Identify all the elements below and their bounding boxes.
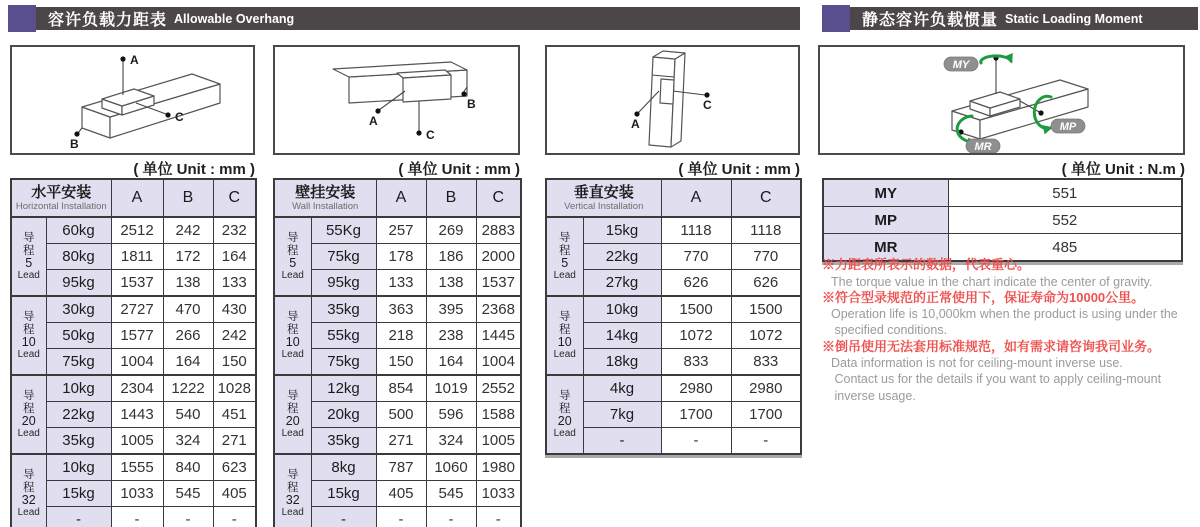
value-cell: 2552: [476, 375, 521, 402]
point-a-marker: [634, 111, 639, 116]
load-cell: 20kg: [311, 402, 376, 428]
table-row: [546, 428, 801, 455]
value-cell: 770: [661, 244, 731, 270]
value-cell: 2000: [476, 244, 521, 270]
value-cell: 138: [426, 270, 476, 297]
table-wall-installation: [273, 178, 522, 527]
lead-group-label: 导 程 5 Lead: [546, 217, 583, 296]
value-cell: 242: [163, 217, 213, 244]
value-cell: 150: [213, 349, 256, 376]
table-row: [546, 296, 801, 323]
value-cell: 1072: [661, 323, 731, 349]
value-cell: 1005: [111, 428, 163, 455]
mp-badge: [1051, 119, 1085, 133]
load-cell: -: [46, 507, 111, 527]
table-row: [11, 349, 256, 376]
value-cell: 545: [426, 481, 476, 507]
moment-actuator-drawing: [820, 47, 1183, 153]
table-row: [274, 270, 521, 297]
note-en: Data information is not for ceiling-mount inverse use.: [831, 356, 1123, 371]
value-cell: 2368: [476, 296, 521, 323]
load-cell: 27kg: [583, 270, 661, 297]
value-cell: 1005: [476, 428, 521, 455]
moment-value: 552: [948, 207, 1182, 234]
lead-group-label: 导 程 20 Lead: [274, 375, 311, 454]
load-cell: 10kg: [46, 375, 111, 402]
value-cell: 269: [426, 217, 476, 244]
diagram-wall-installation: [273, 45, 520, 155]
value-cell: 324: [426, 428, 476, 455]
value-cell: 1700: [731, 402, 801, 428]
value-cell: 133: [213, 270, 256, 297]
load-cell: 10kg: [46, 454, 111, 481]
value-cell: 242: [213, 323, 256, 349]
value-cell: 172: [163, 244, 213, 270]
load-cell: 55Kg: [311, 217, 376, 244]
moment-row: [823, 179, 1182, 207]
value-cell: 150: [376, 349, 426, 376]
load-cell: 15kg: [583, 217, 661, 244]
table-row: [546, 402, 801, 428]
load-cell: 12kg: [311, 375, 376, 402]
lead-group-label: 导 程 32 Lead: [11, 454, 46, 527]
value-cell: 430: [213, 296, 256, 323]
moment-row: [823, 207, 1182, 234]
mp-badge-label: MP: [1059, 121, 1077, 133]
lead-group-label: 导 程 20 Lead: [546, 375, 583, 454]
value-cell: 626: [661, 270, 731, 297]
table-row: [11, 454, 256, 481]
table-row: [274, 375, 521, 402]
moment-label: MR: [823, 234, 948, 262]
load-cell: 95kg: [46, 270, 111, 297]
unit-label-mm: ( 单位 Unit : mm ): [133, 161, 255, 178]
point-b-label: B: [70, 137, 79, 151]
section-title-zh: 容许负载力距表: [48, 12, 168, 29]
diagram-vertical-installation: [545, 45, 800, 155]
table-title-wall: 壁挂安装 Wall Installation: [274, 179, 376, 217]
value-cell: 1500: [731, 296, 801, 323]
value-cell: 840: [163, 454, 213, 481]
value-cell: 2727: [111, 296, 163, 323]
lead-group-label: 导 程 20 Lead: [11, 375, 46, 454]
table-horizontal-installation: [10, 178, 257, 527]
value-cell: 405: [213, 481, 256, 507]
section-title-en: Static Loading Moment: [1005, 11, 1143, 26]
lead-group-label: 导 程 5 Lead: [274, 217, 311, 296]
value-cell: 1700: [661, 402, 731, 428]
value-cell: 1500: [661, 296, 731, 323]
load-cell: -: [311, 507, 376, 527]
notes: [822, 257, 1200, 404]
table-row: [11, 217, 256, 244]
table-row: [274, 507, 521, 527]
moment-value: 551: [948, 179, 1182, 207]
table-row: [274, 323, 521, 349]
value-cell: -: [661, 428, 731, 455]
value-cell: 1033: [476, 481, 521, 507]
column-header-c: C: [476, 179, 521, 217]
spec-table-vertical: [545, 178, 802, 455]
section-header-static-loading-moment: [822, 7, 1198, 30]
table-row: [546, 349, 801, 376]
value-cell: 1537: [476, 270, 521, 297]
unit-label-nm: ( 单位 Unit : N.m ): [1061, 161, 1185, 178]
point-b-label: B: [467, 97, 476, 111]
point-a-marker: [120, 56, 125, 61]
value-cell: 1004: [111, 349, 163, 376]
value-cell: 623: [213, 454, 256, 481]
value-cell: 164: [426, 349, 476, 376]
table-row: [274, 349, 521, 376]
value-cell: 1060: [426, 454, 476, 481]
point-c-marker: [704, 92, 709, 97]
value-cell: -: [426, 507, 476, 527]
load-cell: 22kg: [46, 402, 111, 428]
value-cell: 545: [163, 481, 213, 507]
table-row: [11, 402, 256, 428]
value-cell: 451: [213, 402, 256, 428]
load-cell: 95kg: [311, 270, 376, 297]
value-cell: -: [476, 507, 521, 527]
value-cell: 232: [213, 217, 256, 244]
value-cell: 770: [731, 244, 801, 270]
lead-group-label: 导 程 10 Lead: [546, 296, 583, 375]
value-cell: 787: [376, 454, 426, 481]
load-cell: 75kg: [311, 349, 376, 376]
value-cell: 186: [426, 244, 476, 270]
value-cell: 1072: [731, 323, 801, 349]
point-c-label: C: [426, 128, 435, 142]
value-cell: -: [111, 507, 163, 527]
table-row: [274, 481, 521, 507]
my-badge: [944, 57, 978, 71]
value-cell: 833: [731, 349, 801, 376]
table-title-horizontal: 水平安装 Horizontal Installation: [11, 179, 111, 217]
moment-value: 485: [948, 234, 1182, 262]
value-cell: 540: [163, 402, 213, 428]
my-badge-label: MY: [952, 59, 970, 71]
load-cell: 75kg: [46, 349, 111, 376]
point-a-marker: [375, 108, 380, 113]
unit-label-mm: ( 单位 Unit : mm ): [678, 161, 800, 178]
point-b-marker: [74, 131, 79, 136]
value-cell: 1118: [731, 217, 801, 244]
point-a-label: A: [130, 53, 139, 67]
value-cell: 395: [426, 296, 476, 323]
value-cell: 2883: [476, 217, 521, 244]
section-title-zh: 静态容许负载惯量: [862, 12, 999, 29]
value-cell: 363: [376, 296, 426, 323]
load-cell: 4kg: [583, 375, 661, 402]
table-row: [11, 270, 256, 297]
load-cell: 14kg: [583, 323, 661, 349]
value-cell: 1577: [111, 323, 163, 349]
table-row: [274, 428, 521, 455]
load-cell: 50kg: [46, 323, 111, 349]
value-cell: 833: [661, 349, 731, 376]
note-en: Contact us for the details if you want to apply ceiling-mount: [831, 372, 1162, 387]
value-cell: 470: [163, 296, 213, 323]
value-cell: 164: [213, 244, 256, 270]
table-row: [274, 296, 521, 323]
horizontal-actuator-drawing: [12, 47, 253, 153]
table-row: [11, 481, 256, 507]
table-row: [274, 217, 521, 244]
point-c-marker: [416, 130, 421, 135]
load-cell: 55kg: [311, 323, 376, 349]
load-cell: -: [583, 428, 661, 455]
value-cell: 138: [163, 270, 213, 297]
value-cell: 178: [376, 244, 426, 270]
note-en: Operation life is 10,000km when the product is using under the: [831, 307, 1178, 322]
value-cell: 1222: [163, 375, 213, 402]
value-cell: 164: [163, 349, 213, 376]
section-title-en: Allowable Overhang: [174, 11, 295, 26]
load-cell: 22kg: [583, 244, 661, 270]
point-a-label: A: [631, 117, 640, 131]
lead-group-label: 导 程 32 Lead: [274, 454, 311, 527]
value-cell: 1537: [111, 270, 163, 297]
note-en: The torque value in the chart indicate the center of gravity.: [831, 274, 1153, 289]
value-cell: 2980: [661, 375, 731, 402]
table-title-vertical: 垂直安装 Vertical Installation: [546, 179, 661, 217]
value-cell: 500: [376, 402, 426, 428]
table-row: [11, 507, 256, 527]
value-cell: 266: [163, 323, 213, 349]
value-cell: 133: [376, 270, 426, 297]
value-cell: 1004: [476, 349, 521, 376]
load-cell: 18kg: [583, 349, 661, 376]
unit-label-mm: ( 单位 Unit : mm ): [398, 161, 520, 178]
value-cell: 405: [376, 481, 426, 507]
mr-badge: [966, 139, 1000, 153]
value-cell: 1588: [476, 402, 521, 428]
value-cell: -: [376, 507, 426, 527]
diagram-static-loading-moment: [818, 45, 1185, 155]
column-header-a: A: [376, 179, 426, 217]
value-cell: 596: [426, 402, 476, 428]
table-row: [274, 244, 521, 270]
value-cell: 626: [731, 270, 801, 297]
load-cell: 30kg: [46, 296, 111, 323]
column-header-a: A: [111, 179, 163, 217]
value-cell: -: [163, 507, 213, 527]
value-cell: 271: [213, 428, 256, 455]
value-cell: 324: [163, 428, 213, 455]
moment-label: MP: [823, 207, 948, 234]
table-row: [546, 270, 801, 297]
table-vertical-installation: [545, 178, 802, 455]
point-b-marker: [461, 91, 466, 96]
mp-axis-marker: [1038, 110, 1043, 115]
point-c-label: C: [703, 98, 712, 112]
vertical-actuator-drawing: [547, 47, 798, 153]
value-cell: 2980: [731, 375, 801, 402]
value-cell: 2512: [111, 217, 163, 244]
value-cell: -: [731, 428, 801, 455]
column-header-b: B: [426, 179, 476, 217]
spec-table-wall: [273, 178, 522, 527]
point-c-label: C: [175, 110, 184, 124]
value-cell: 1019: [426, 375, 476, 402]
value-cell: 257: [376, 217, 426, 244]
spec-table-horizontal: [10, 178, 257, 527]
load-cell: 35kg: [311, 296, 376, 323]
accent-square: [8, 5, 36, 32]
note-en: inverse usage.: [831, 388, 916, 403]
table-row: [11, 296, 256, 323]
table-row: [11, 375, 256, 402]
table-row: [11, 244, 256, 270]
load-cell: 8kg: [311, 454, 376, 481]
value-cell: 1028: [213, 375, 256, 402]
load-cell: 80kg: [46, 244, 111, 270]
load-cell: 35kg: [311, 428, 376, 455]
table-row: [274, 402, 521, 428]
table-row: [11, 428, 256, 455]
note-zh: ※符合型录规范的正常使用下，保证寿命为10000公里。: [822, 289, 1145, 305]
note-en: specified conditions.: [831, 323, 948, 338]
load-cell: 75kg: [311, 244, 376, 270]
table-row: [546, 323, 801, 349]
value-cell: 1555: [111, 454, 163, 481]
column-header-b: B: [163, 179, 213, 217]
value-cell: 1033: [111, 481, 163, 507]
note-zh: ※倒吊使用无法套用标准规范，如有需求请咨询我司业务。: [822, 338, 1161, 354]
load-cell: 15kg: [46, 481, 111, 507]
value-cell: 1445: [476, 323, 521, 349]
load-cell: 15kg: [311, 481, 376, 507]
column-header-c: C: [213, 179, 256, 217]
lead-group-label: 导 程 5 Lead: [11, 217, 46, 296]
value-cell: 218: [376, 323, 426, 349]
point-c-marker: [165, 112, 170, 117]
moment-label: MY: [823, 179, 948, 207]
wall-actuator-drawing: [275, 47, 518, 153]
value-cell: 1443: [111, 402, 163, 428]
load-cell: 7kg: [583, 402, 661, 428]
section-header-allowable-overhang: [8, 7, 800, 30]
value-cell: 1980: [476, 454, 521, 481]
table-row: [546, 217, 801, 244]
table-row: [274, 454, 521, 481]
note-zh: ※力距表所表示的数据，代表重心。: [822, 257, 1031, 272]
value-cell: 238: [426, 323, 476, 349]
value-cell: 2304: [111, 375, 163, 402]
column-header-c: C: [731, 179, 801, 217]
moment-table: [822, 178, 1183, 262]
load-cell: 35kg: [46, 428, 111, 455]
load-cell: 60kg: [46, 217, 111, 244]
mr-badge-label: MR: [974, 141, 992, 153]
column-header-a: A: [661, 179, 731, 217]
value-cell: 271: [376, 428, 426, 455]
point-a-label: A: [369, 114, 378, 128]
value-cell: 1118: [661, 217, 731, 244]
table-row: [546, 244, 801, 270]
lead-group-label: 导 程 10 Lead: [274, 296, 311, 375]
table-row: [546, 375, 801, 402]
value-cell: 1811: [111, 244, 163, 270]
load-cell: 10kg: [583, 296, 661, 323]
lead-group-label: 导 程 10 Lead: [11, 296, 46, 375]
diagram-horizontal-installation: [10, 45, 255, 155]
value-cell: -: [213, 507, 256, 527]
value-cell: 854: [376, 375, 426, 402]
accent-square: [822, 5, 850, 32]
table-row: [11, 323, 256, 349]
